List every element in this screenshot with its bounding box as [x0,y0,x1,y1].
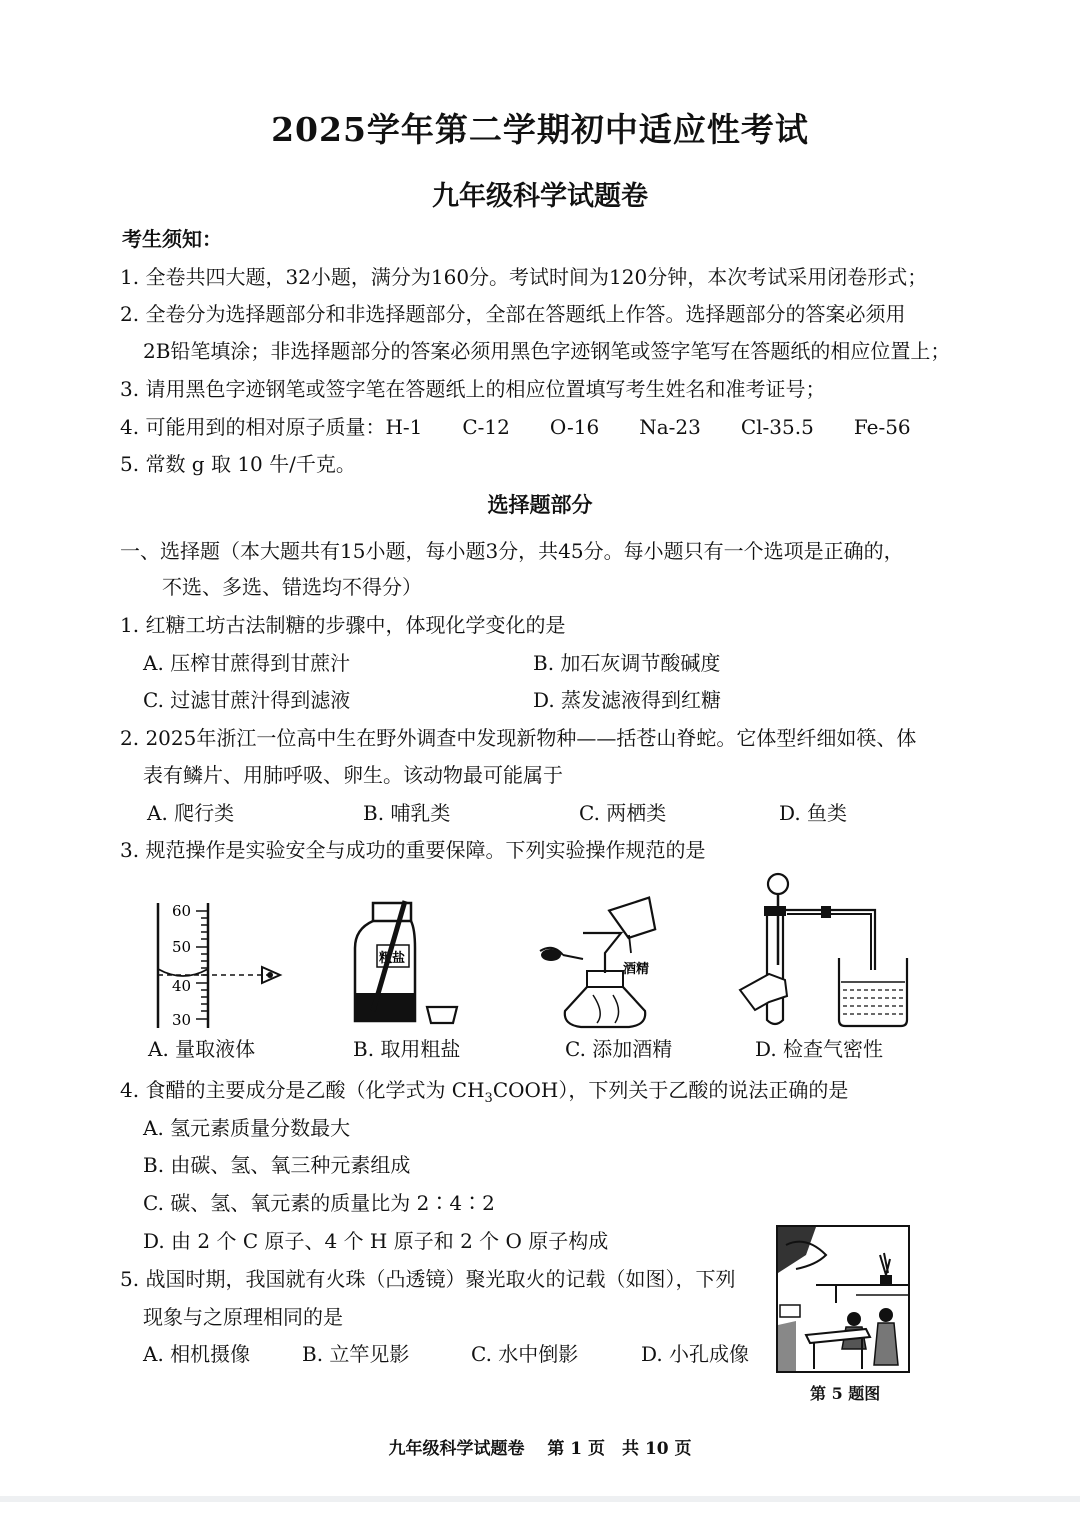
tick-label-60: 60 [172,902,192,920]
airtightness-figure [735,870,915,1035]
q1-option-a: A. 压榨甘蔗得到甘蔗汁 [143,651,351,675]
q2-stem: 2. 2025年浙江一位高中生在野外调查中发现新物种——括苍山脊蛇。它体型纤细如筷、体 [120,726,917,750]
q3-stem: 3. 规范操作是实验安全与成功的重要保障。下列实验操作规范的是 [120,838,706,862]
alcohol-label: 酒精 [623,962,650,977]
page-subtitle: 九年级科学试题卷 [432,181,648,212]
q5-option-c: C. 水中倒影 [471,1342,579,1366]
part1-intro-cont: 不选、多选、错选均不得分） [162,575,422,599]
tick-label-50: 50 [172,938,192,956]
q5-stem: 5. 战国时期，我国就有火珠（凸透镜）聚光取火的记载（如图），下列 [120,1267,736,1291]
q2-option-b: B. 哺乳类 [363,801,451,825]
q5-option-a: A. 相机摄像 [143,1342,251,1366]
q4-option-c: C. 碳、氢、氧元素的质量比为 2∶4∶2 [143,1191,495,1215]
notice-heading: 考生须知： [122,227,222,251]
q3-option-b: B. 取用粗盐 [353,1037,461,1061]
notice-item-2: 2. 全卷分为选择题部分和非选择题部分，全部在答题纸上作答。选择题部分的答案必须用 [120,302,906,326]
part1-intro: 一、选择题（本大题共有15小题，每小题3分，共45分。每小题只有一个选项是正确的， [120,539,904,563]
q4-option-d: D. 由 2 个 C 原子、4 个 H 原子和 2 个 O 原子构成 [143,1229,609,1253]
q5-stem-cont: 现象与之原理相同的是 [143,1305,343,1329]
salt-jar-figure [345,893,470,1033]
q4-option-a: A. 氢元素质量分数最大 [143,1116,351,1140]
notice-item-2-cont: 2B铅笔填涂；非选择题部分的答案必须用黑色字迹钢笔或签字笔写在答题纸的相应位置上； [143,339,951,363]
q2-stem-cont: 表有鳞片、用肺呼吸、卵生。该动物最可能属于 [143,763,563,787]
q2-option-d: D. 鱼类 [779,801,848,825]
notice-item-4: 4. 可能用到的相对原子质量：H-1 C-12 O-16 Na-23 Cl-35.5 Fe-56 [120,415,911,439]
q1-option-c: C. 过滤甘蔗汁得到滤液 [143,688,351,712]
graduated-cylinder-figure [140,893,290,1033]
q4-stem: 4. 食醋的主要成分是乙酸（化学式为 $CH_3COOH$），下列关于乙酸的说法正确的是 [120,1078,849,1106]
ancient-fire-illustration [776,1225,910,1375]
q2-option-c: C. 两栖类 [579,801,667,825]
q5-figure-caption: 第 5 题图 [810,1384,881,1403]
section-title: 选择题部分 [487,492,593,517]
q4-option-b: B. 由碳、氢、氧三种元素组成 [143,1153,411,1177]
alcohol-lamp-figure [535,893,670,1033]
q5-option-b: B. 立竿见影 [302,1342,410,1366]
q5-option-d: D. 小孔成像 [641,1342,750,1366]
q1-option-b: B. 加石灰调节酸碱度 [533,651,721,675]
q1-stem: 1. 红糖工坊古法制糖的步骤中，体现化学变化的是 [120,613,566,637]
tick-label-40: 40 [172,977,192,995]
tick-label-30: 30 [172,1011,192,1029]
page-footer: 九年级科学试题卷 第 1 页 共 10 页 [388,1439,692,1459]
page-title: 2025学年第二学期初中适应性考试 [271,110,809,149]
notice-item-1: 1. 全卷共四大题，32小题，满分为160分。考试时间为120分钟，本次考试采用闭卷形式； [120,265,928,289]
q3-option-c: C. 添加酒精 [565,1037,673,1061]
q1-option-d: D. 蒸发滤液得到红糖 [533,688,722,712]
page-bottom-band [0,1496,1080,1502]
q3-option-d: D. 检查气密性 [755,1037,884,1061]
notice-item-5: 5. 常数 g 取 10 牛/千克。 [120,452,356,476]
q2-option-a: A. 爬行类 [147,801,235,825]
notice-item-3: 3. 请用黑色字迹钢笔或签字笔在答题纸上的相应位置填写考生姓名和准考证号； [120,377,826,401]
q3-option-a: A. 量取液体 [148,1037,256,1061]
jar-label: 粗盐 [379,951,406,966]
